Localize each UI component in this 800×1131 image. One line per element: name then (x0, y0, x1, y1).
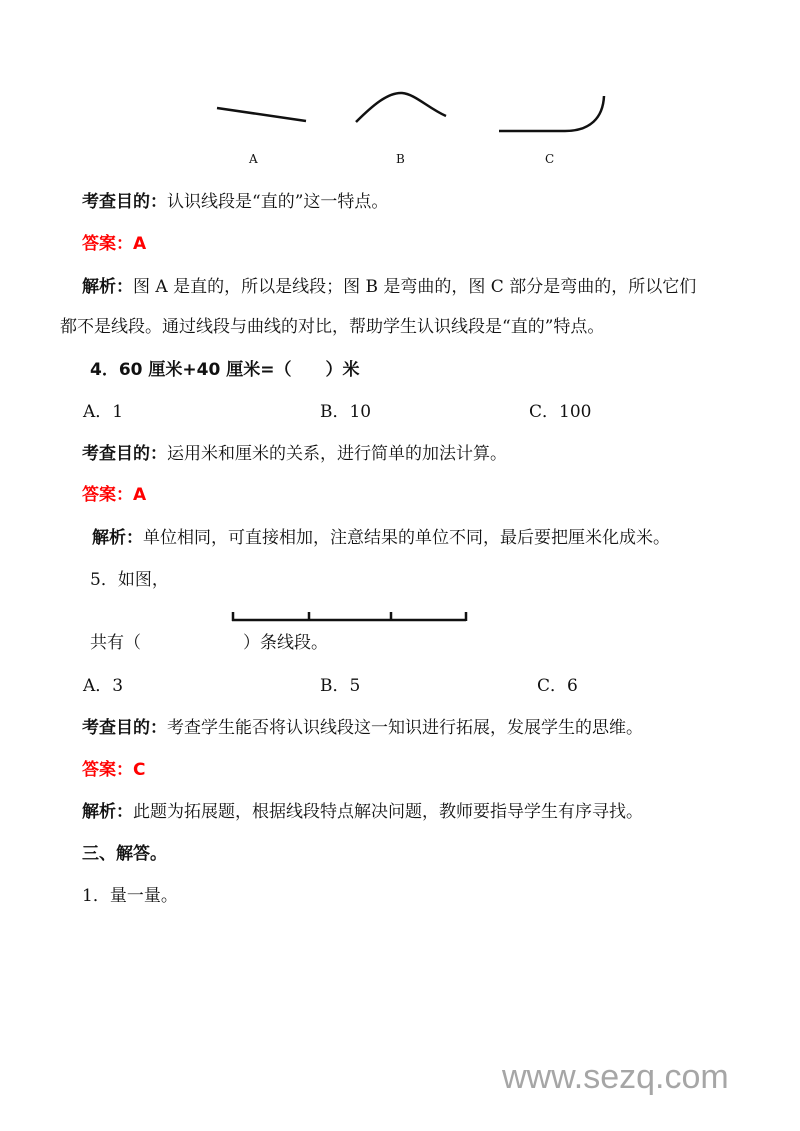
q4-option-c: C．100 (529, 402, 592, 422)
q5-option-b: B．5 (320, 676, 361, 696)
q4-analysis-text: 单位相同，可直接相加，注意结果的单位不同，最后要把厘米化成米。 (143, 528, 670, 548)
q5-purpose-text: 考查学生能否将认识线段这一知识进行拓展，发展学生的思维。 (167, 718, 643, 738)
q5-analysis-text: 此题为拓展题，根据线段特点解决问题，教师要指导学生有序寻找。 (133, 802, 643, 822)
q5-analysis (82, 801, 643, 823)
q5-answer-blank[interactable] (200, 632, 240, 654)
q3-analysis-line2: 都不是线段。通过线段与曲线的对比，帮助学生认识线段是“直的”特点。 (60, 317, 605, 337)
watermark-link[interactable]: www.sezq.com (502, 1058, 729, 1096)
q5-option-a: A．3 (83, 676, 124, 696)
q5-answer: 答案：C (82, 760, 146, 780)
curve-label-a: A (249, 152, 258, 166)
q4-purpose (82, 443, 507, 465)
q5-purpose (82, 717, 643, 739)
section-item-1: 1．量一量。 (82, 886, 178, 906)
q4-option-b: B．10 (320, 402, 372, 422)
q4-answer: 答案：A (82, 485, 147, 505)
curve-label-b: B (396, 152, 405, 166)
q3-analysis-label: 解析： (82, 277, 133, 297)
q5-question: 5．如图， (90, 570, 169, 590)
q5-blank-suffix: ）条线段。 (243, 633, 328, 653)
q5-analysis-label: 解析： (82, 802, 133, 822)
q4-analysis-label: 解析： (92, 528, 143, 548)
curves-figure (0, 0, 800, 200)
q3-purpose-text: 认识线段是“直的”这一特点。 (167, 192, 389, 212)
q3-analysis-line1 (82, 276, 696, 298)
q5-blank-prefix: 共有（ (90, 633, 141, 653)
curve-label-c: C (545, 152, 555, 166)
curve-c-hook (499, 96, 604, 131)
q4-purpose-label: 考查目的： (82, 444, 167, 464)
q3-answer: 答案：A (82, 234, 147, 254)
q4-option-a: A．1 (83, 402, 124, 422)
section-heading: 三、解答。 (82, 844, 167, 864)
q4-analysis (92, 527, 670, 549)
q4-question: 4．60 厘米+40 厘米=（ ）米 (90, 360, 360, 380)
q5-option-c: C．6 (537, 676, 578, 696)
q3-analysis-text-1: 图 A 是直的，所以是线段；图 B 是弯曲的，图 C 部分是弯曲的，所以它们 (133, 277, 697, 297)
q3-purpose (82, 191, 388, 213)
q5-purpose-label: 考查目的： (82, 718, 167, 738)
curve-a-straight-line (217, 108, 306, 121)
q3-purpose-label: 考查目的： (82, 192, 167, 212)
q4-purpose-text: 运用米和厘米的关系，进行简单的加法计算。 (167, 444, 507, 464)
curve-b-arch (356, 93, 446, 122)
